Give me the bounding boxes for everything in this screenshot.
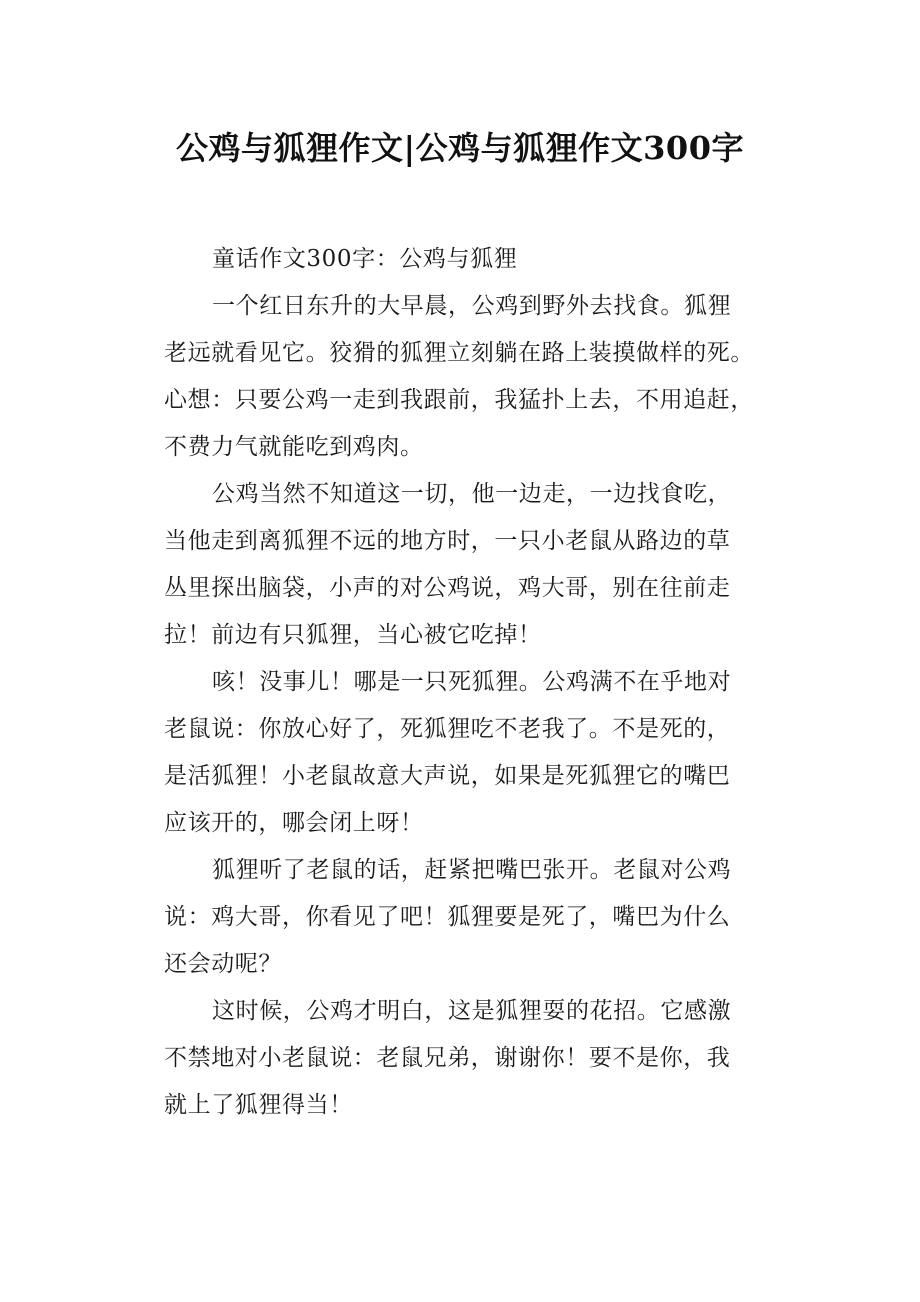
paragraph-1-line-1: 一个红日东升的大早晨，公鸡到野外去找食。狐狸 xyxy=(212,293,732,319)
paragraph-5-line-3: 就上了狐狸得当！ xyxy=(164,1092,353,1118)
paragraph-5-line-1: 这时候，公鸡才明白，这是狐狸耍的花招。它感激 xyxy=(212,998,732,1024)
paragraph-3-line-1: 咳！没事儿！哪是一只死狐狸。公鸡满不在乎地对 xyxy=(212,669,732,695)
paragraph-4-line-3: 还会动呢？ xyxy=(164,951,282,977)
paragraph-2-line-4: 拉！前边有只狐狸，当心被它吃掉！ xyxy=(164,622,542,648)
paragraph-2-line-2: 当他走到离狐狸不远的地方时，一只小老鼠从路边的草 xyxy=(164,528,731,554)
document-title: 公鸡与狐狸作文|公鸡与狐狸作文300字 xyxy=(176,129,744,167)
paragraph-4-line-2: 说：鸡大哥，你看见了吧！狐狸要是死了，嘴巴为什么 xyxy=(164,904,731,930)
document-body xyxy=(164,236,760,1129)
paragraph-2-line-1: 公鸡当然不知道这一切，他一边走，一边找食吃， xyxy=(212,481,732,507)
subtitle-line: 童话作文300字：公鸡与狐狸 xyxy=(212,246,518,272)
paragraph-2-line-3: 丛里探出脑袋，小声的对公鸡说，鸡大哥，别在往前走 xyxy=(164,575,731,601)
paragraph-3-line-4: 应该开的，哪会闭上呀！ xyxy=(164,810,424,836)
paragraph-4-line-1: 狐狸听了老鼠的话，赶紧把嘴巴张开。老鼠对公鸡 xyxy=(212,857,732,883)
paragraph-3-line-2: 老鼠说：你放心好了，死狐狸吃不老我了。不是死的， xyxy=(164,716,731,742)
paragraph-1-line-2: 老远就看见它。狡猾的狐狸立刻躺在路上装摸做样的死。 xyxy=(164,340,754,366)
paragraph-1-line-4: 不费力气就能吃到鸡肉。 xyxy=(164,434,424,460)
paragraph-3-line-3: 是活狐狸！小老鼠故意大声说，如果是死狐狸它的嘴巴 xyxy=(164,763,731,789)
paragraph-5-line-2: 不禁地对小老鼠说：老鼠兄弟，谢谢你！要不是你，我 xyxy=(164,1045,731,1071)
paragraph-1-line-3: 心想：只要公鸡一走到我跟前，我猛扑上去，不用追赶， xyxy=(164,387,754,413)
